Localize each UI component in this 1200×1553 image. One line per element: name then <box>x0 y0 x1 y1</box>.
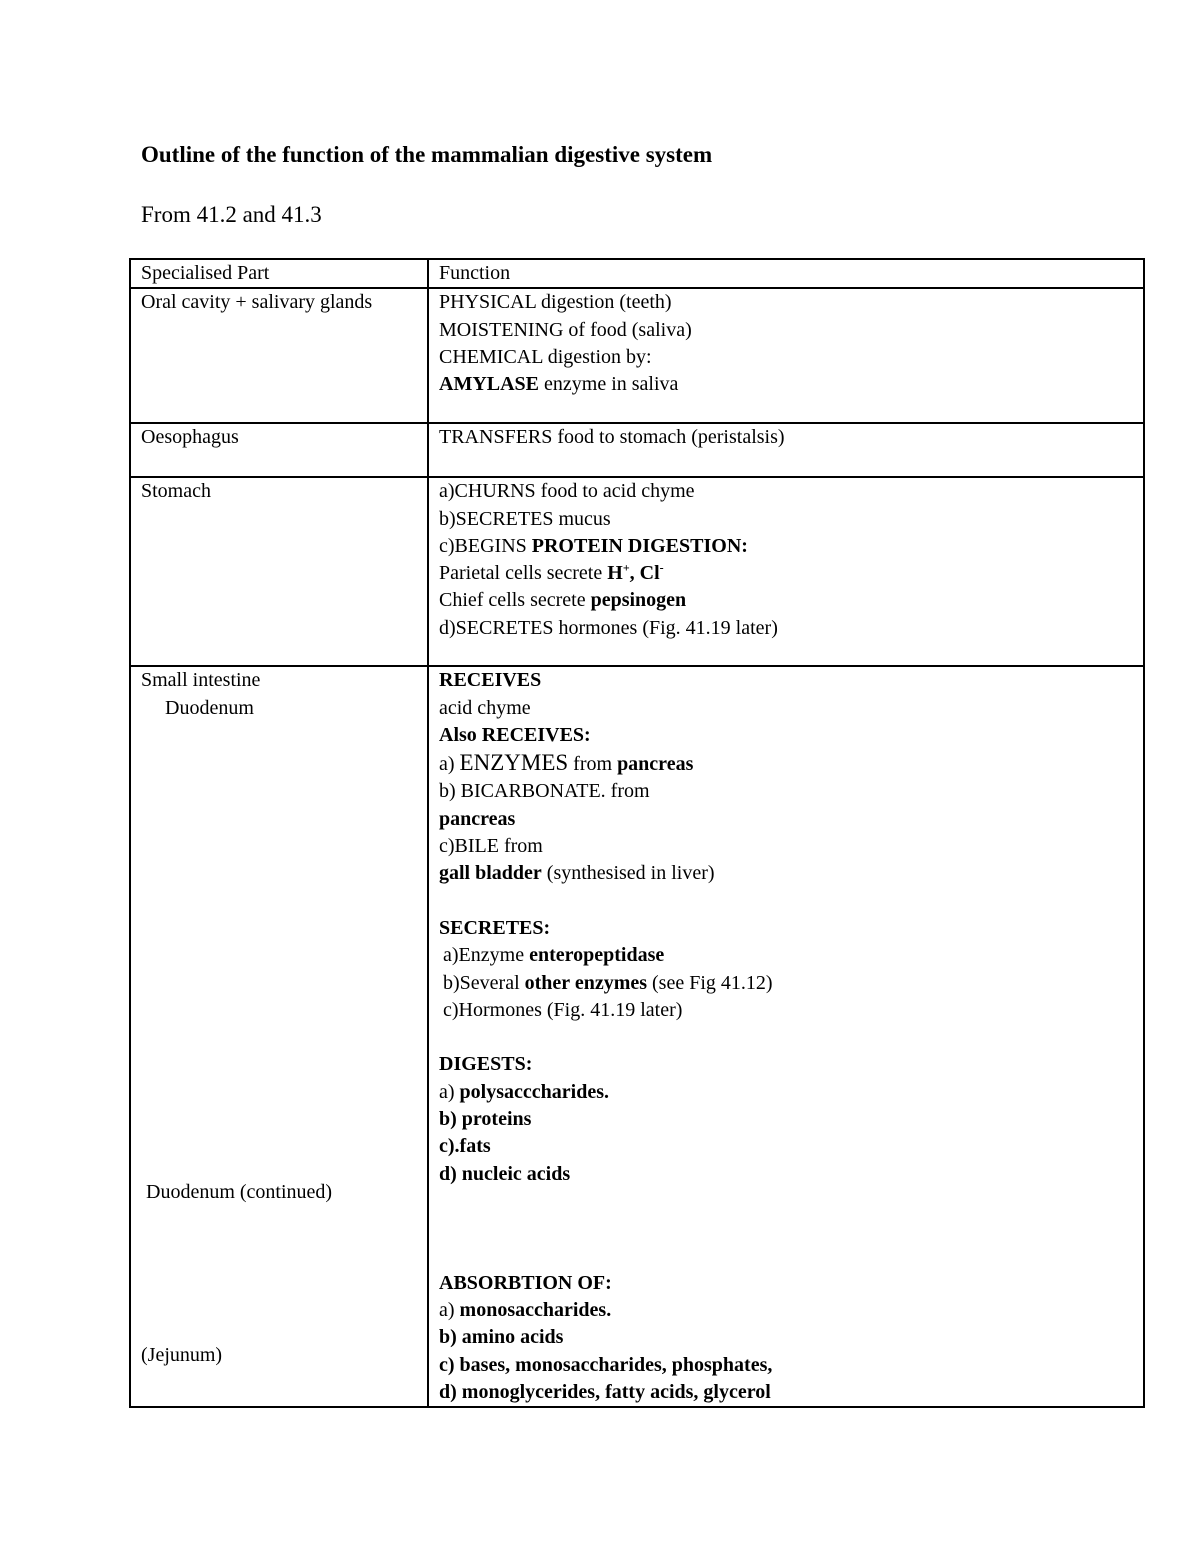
absorbtion-d-line: d) monoglycerides, fatty acids, glycerol <box>439 1381 771 1404</box>
function-oesophagus <box>428 423 1144 477</box>
enzymes-term: ENZYMES <box>459 750 569 776</box>
absorbtion-b-line: b) amino acids <box>439 1326 564 1349</box>
function-oral-cavity <box>428 288 1144 423</box>
amylase-rest: enzyme in saliva <box>539 373 679 396</box>
part-small-intestine-label: Small intestine <box>141 669 261 692</box>
digests-a-prefix: a) <box>439 1080 460 1103</box>
document-subtitle: From 41.2 and 41.3 <box>141 202 322 227</box>
secretes-a-line <box>439 942 1135 969</box>
chloride-symbol: Cl <box>639 562 660 585</box>
spacer <box>439 1215 1135 1242</box>
part-jejunum-label: (Jejunum) <box>141 1344 223 1367</box>
table-row-small-intestine <box>130 666 1144 1407</box>
stomach-function-line <box>439 560 1135 587</box>
pancreas-term: pancreas <box>617 753 694 776</box>
document-title: Outline of the function of the mammalian digestive system <box>141 142 713 167</box>
digests-heading: DIGESTS: <box>439 1053 533 1076</box>
secretes-b-line <box>439 970 1135 997</box>
stomach-function-line <box>439 533 1135 560</box>
spacer <box>439 1188 1135 1215</box>
oral-function-line <box>439 371 1135 398</box>
hydrogen-symbol: H <box>607 562 623 585</box>
part-small-intestine <box>130 666 428 1407</box>
function-stomach <box>428 477 1144 666</box>
spacer <box>439 1243 1135 1270</box>
pepsinogen-term: pepsinogen <box>590 589 687 612</box>
also-receives-heading: Also RECEIVES: <box>439 723 591 746</box>
secretes-b-prefix: b)Several <box>443 971 525 994</box>
enzymes-line <box>439 749 1135 778</box>
stomach-function-line: d)SECRETES hormones (Fig. 41.19 later) <box>439 616 778 639</box>
part-oesophagus: Oesophagus <box>130 423 428 477</box>
chief-cells-text: Chief cells secrete <box>439 589 591 612</box>
absorbtion-c-line: c) bases, monosaccharides, phosphates, <box>439 1353 773 1376</box>
bile-line: c)BILE from <box>439 835 543 858</box>
parietal-text: Parietal cells secrete <box>439 562 608 585</box>
table-row-stomach <box>130 477 1144 666</box>
absorbtion-a-prefix: a) <box>439 1299 460 1322</box>
digests-c-line: c).fats <box>439 1135 491 1158</box>
oral-function-line: CHEMICAL digestion by: <box>439 345 652 368</box>
chloride-charge: - <box>659 560 664 575</box>
table-header-row <box>130 259 1144 288</box>
protein-digestion-term: PROTEIN DIGESTION: <box>531 534 748 557</box>
gall-bladder-line <box>439 860 1135 887</box>
secretes-c-line: c)Hormones (Fig. 41.19 later) <box>443 998 683 1021</box>
digests-d-line: d) nucleic acids <box>439 1162 571 1185</box>
absorbtion-a-line <box>439 1297 1135 1324</box>
enteropeptidase-term: enteropeptidase <box>529 944 665 967</box>
oesophagus-function-line: TRANSFERS food to stomach (peristalsis) <box>439 426 785 449</box>
stomach-function-line: a)CHURNS food to acid chyme <box>439 480 695 503</box>
begins-text: c)BEGINS <box>439 534 532 557</box>
bicarbonate-pancreas-term: pancreas <box>439 807 516 830</box>
receives-heading: RECEIVES <box>439 669 542 692</box>
secretes-b-rest: (see Fig 41.12) <box>647 971 773 994</box>
polysaccharides-term: polysacccharides. <box>459 1080 609 1103</box>
enzymes-from: from <box>568 753 618 776</box>
part-duodenum-label: Duodenum <box>165 696 254 719</box>
digestive-function-table <box>129 258 1145 1408</box>
hydrogen-ion <box>607 562 663 584</box>
table-row-oesophagus <box>130 423 1144 477</box>
gall-bladder-term: gall bladder <box>439 862 542 885</box>
bicarbonate-line: b) BICARBONATE. from <box>439 780 650 803</box>
part-stomach: Stomach <box>130 477 428 666</box>
amylase-term: AMYLASE <box>439 373 540 396</box>
hydrogen-charge: + <box>622 560 630 575</box>
part-oral-cavity: Oral cavity + salivary glands <box>130 288 428 423</box>
table-row-oral-cavity <box>130 288 1144 423</box>
part-duodenum-continued-label: Duodenum (continued) <box>146 1181 333 1204</box>
ion-separator: , <box>629 562 640 585</box>
stomach-function-line: b)SECRETES mucus <box>439 507 611 530</box>
gall-bladder-rest: (synthesised in liver) <box>541 862 715 885</box>
spacer <box>439 1024 1135 1051</box>
oral-function-line: PHYSICAL digestion (teeth) <box>439 291 672 314</box>
spacer <box>439 888 1135 915</box>
secretes-a-prefix: a)Enzyme <box>443 944 530 967</box>
header-function: Function <box>428 259 1144 288</box>
other-enzymes-term: other enzymes <box>524 971 648 994</box>
function-small-intestine <box>428 666 1144 1407</box>
stomach-function-line <box>439 587 1135 614</box>
header-specialised-part: Specialised Part <box>130 259 428 288</box>
acid-chyme-text: acid chyme <box>439 696 531 719</box>
oral-function-line: MOISTENING of food (saliva) <box>439 318 692 341</box>
enzymes-prefix: a) <box>439 753 460 776</box>
digests-a-line <box>439 1079 1135 1106</box>
digests-b-line: b) proteins <box>439 1108 532 1131</box>
absorbtion-heading: ABSORBTION OF: <box>439 1271 612 1294</box>
monosaccharides-term: monosaccharides. <box>459 1299 612 1322</box>
secretes-heading: SECRETES: <box>439 916 551 939</box>
